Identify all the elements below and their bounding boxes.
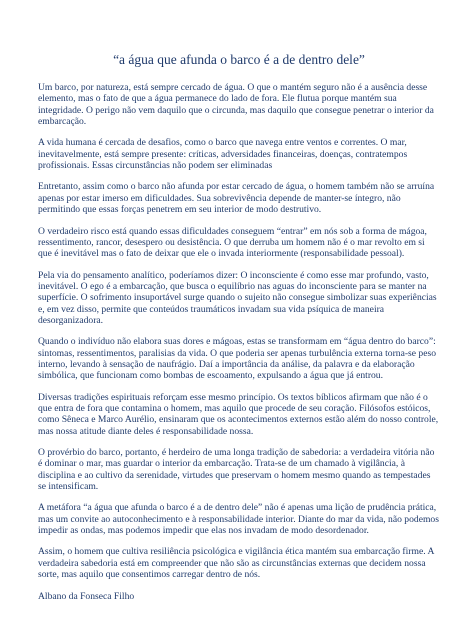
paragraph-1: Um barco, por natureza, está sempre cercado de água. O que o mantém seguro não é a ausência desse elemento, mas o fato de que a água permanece do lado de fora. Ele flutua porque mantém sua integridade. O perigo não vem daquilo que o circunda, mas daquilo que consegue penetrar o interior da embarcação. (38, 82, 434, 127)
paragraph-6: Quando o indivíduo não elabora suas dores e mágoas, estas se transformam em “água dentro do barco”: sintomas, ressentimentos, paralisias da vida. O que poderia ser apenas turbulência externa torna-se peso interno, levando à sensação de naufrágio. Daí a importância da análise, da palavra e da elaboração simbólica, que funcionam como bombas de escoamento, expulsando a água que já entrou. (38, 336, 437, 382)
paragraph-9: A metáfora “a água que afunda o barco é a de dentro dele” não é apenas uma lição de prudência prática, mas um convite ao autoconhecimento e à responsabilidade interior. Diante do mar da vida, não podemos impedir as ondas, mas podemos impedir que elas nos invadam de modo desordenador. (38, 502, 439, 536)
paragraph-2: A vida humana é cercada de desafios, como o barco que navega entre ventos e correntes. O mar, inevitavelmente, está sempre presente: críticas, adversidades financeiras, doenças, contratempos profissionais. Essas circunstâncias não podem ser eliminadas (38, 137, 408, 171)
author-signature: Albano da Fonseca Filho (38, 590, 135, 602)
paragraph-10: Assim, o homem que cultiva resiliência psicológica e vigilância ética mantém sua embarcação firme. A verdadeira sabedoria está em compreender que não são as circunstâncias externas que decidem nossa sorte, mas aquilo que consentimos carregar dentro de nós. (38, 546, 434, 581)
paragraph-3: Entretanto, assim como o barco não afunda por estar cercado de água, o homem também não se arruína apenas por estar imerso em dificuldades. Sua sobrevivência depende de manter-se íntegro, não permitindo que essas forças penetrem em seu interior de modo destrutivo. (38, 181, 435, 216)
paragraph-7: Diversas tradições espirituais reforçam esse mesmo princípio. Os textos bíblicos afirmam que não é o que entra de fora que contamina o homem, mas aquilo que procede de seu coração. Filósofos estóicos, como Sêneca e Marco Aurélio, ensinaram que os acontecimentos externos estão além do nosso controle, mas nossa atitude diante deles é responsabilidade nossa. (38, 391, 439, 437)
paragraph-8: O provérbio do barco, portanto, é herdeiro de uma longa tradição de sabedoria: a verdadeira vitória não é dominar o mar, mas guardar o interior da embarcação. Trata-se de um chamado à vigilância, à disciplina e ao cultivo da serenidade, virtudes que preservam o homem mesmo quando as tempestades se intensificam. (38, 447, 435, 492)
document-title: “a água que afunda o barco é a de dentro dele” (113, 52, 365, 67)
paragraph-5: Pela via do pensamento analítico, poderíamos dizer: O inconsciente é como esse mar profundo, vasto, inevitável. O ego é a embarcação, que busca o equilíbrio nas aguas do inconsciente para se manter na superfície. O sofrimento insuportável surge quando o sujeito não consegue simbolizar suas experiências e, em vez disso, permite que conteúdos traumáticos invadam sua vida psíquica de maneira desorganizadora. (38, 269, 437, 326)
paragraph-4: O verdadeiro risco está quando essas dificuldades conseguem “entrar” em nós sob a forma de mágoa, ressentimento, rancor, desespero ou desistência. O que derruba um homem não é o mar revolto em si que é inevitável mas o fato de deixar que ele o invada interiormente (responsabilidade pessoal). (38, 225, 427, 260)
